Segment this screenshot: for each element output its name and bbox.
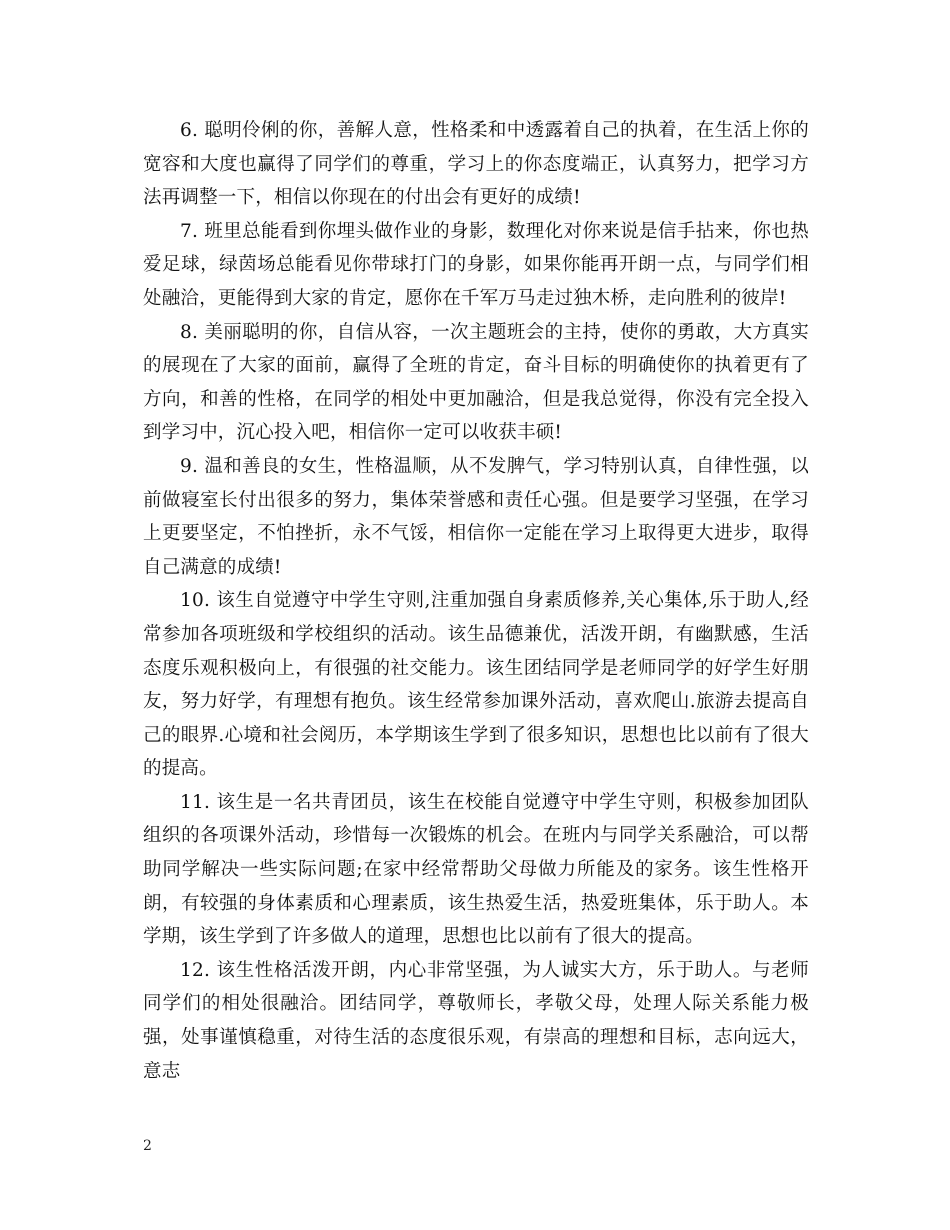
paragraph-7: 7. 班里总能看到你埋头做作业的身影，数理化对你来说是信手拈来，你也热爱足球，绿茵场总能看见你带球打门的身影，如果你能再开朗一点，与同学们相处融洽，更能得到大家的肯定，愿你在千军万马走过独木桥，走向胜利的彼岸! — [143, 220, 809, 309]
paragraph-9: 9. 温和善良的女生，性格温顺，从不发脾气，学习特别认真，自律性强，以前做寝室长付出很多的努力，集体荣誉感和责任心强。但是要学习坚强，在学习上更要坚定，不怕挫折，永不气馁，相信你一定能在学习上取得更大进步，取得自己满意的成绩! — [143, 455, 809, 578]
document-body — [143, 114, 809, 1088]
paragraph-6: 6. 聪明伶俐的你，善解人意，性格柔和中透露着自己的执着，在生活上你的宽容和大度也赢得了同学们的尊重，学习上的你态度端正，认真努力，把学习方法再调整一下，相信以你现在的付出会有更好的成绩! — [143, 120, 809, 209]
paragraph-8: 8. 美丽聪明的你，自信从容，一次主题班会的主持，使你的勇敢，大方真实的展现在了大家的面前，赢得了全班的肯定，奋斗目标的明确使你的执着更有了方向，和善的性格，在同学的相处中更加融洽，但是我总觉得，你没有完全投入到学习中，沉心投入吧，相信你一定可以收获丰硕! — [143, 321, 809, 444]
page-number: 2 — [143, 1138, 152, 1154]
paragraph-11: 11. 该生是一名共青团员，该生在校能自觉遵守中学生守则，积极参加团队组织的各项课外活动，珍惜每一次锻炼的机会。在班内与同学关系融洽，可以帮助同学解决一些实际问题;在家中经常帮助父母做力所能及的家务。该生性格开朗，有较强的身体素质和心理素质，该生热爱生活，热爱班集体，乐于助人。本学期，该生学到了许多做人的道理，思想也比以前有了很大的提高。 — [143, 791, 809, 948]
paragraph-10: 10. 该生自觉遵守中学生守则,注重加强自身素质修养,关心集体,乐于助人,经常参加各项班级和学校组织的活动。该生品德兼优，活泼开朗，有幽默感，生活态度乐观积极向上，有很强的社交能力。该生团结同学是老师同学的好学生好朋友，努力好学，有理想有抱负。该生经常参加课外活动，喜欢爬山.旅游去提高自己的眼界.心境和社会阅历，本学期该生学到了很多知识，思想也比以前有了很大的提高。 — [143, 590, 809, 780]
paragraph-12: 12. 该生性格活泼开朗，内心非常坚强，为人诚实大方，乐于助人。与老师同学们的相处很融洽。团结同学，尊敬师长，孝敬父母，处理人际关系能力极强，处事谨慎稳重，对待生活的态度很乐观，有崇高的理想和目标，志向远大，意志 — [143, 959, 809, 1082]
